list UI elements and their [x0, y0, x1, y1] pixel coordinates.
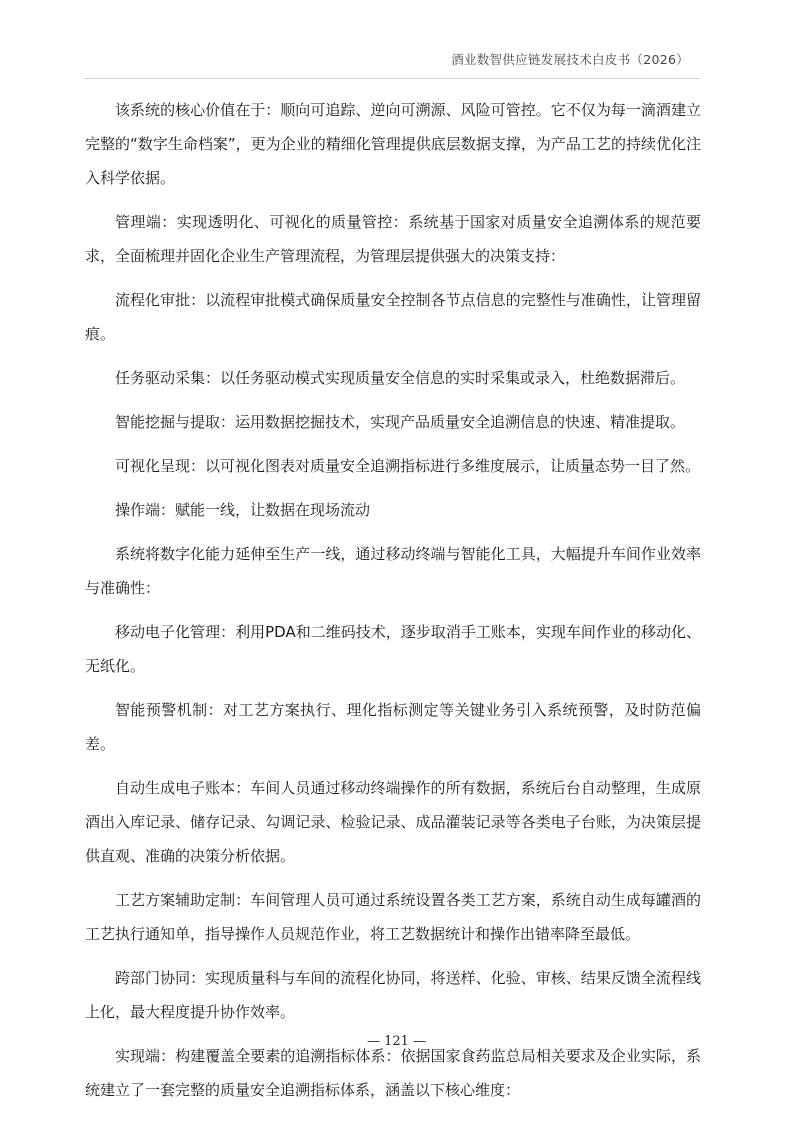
paragraph-electronic-ledger: 自动生成电子账本：车间人员通过移动终端操作的所有数据，系统后台自动整理，生成原酒出入库记录、储存记录、勾调记录、检验记录、成品灌装记录等各类电子台账，为决策层提供直观、准确的决策分析依据。	[85, 779, 701, 865]
paragraph-process-customization: 工艺方案辅助定制：车间管理人员可通过系统设置各类工艺方案，系统自动生成每罐酒的工艺执行通知单，指导操作人员规范作业，将工艺数据统计和操作出错率降至最低。	[85, 891, 701, 943]
paragraph-implementation-end: 实现端：构建覆盖全要素的追溯指标体系：依据国家食药监总局相关要求及企业实际，系统建立了一套完整的质量安全追溯指标体系，涵盖以下核心维度：	[85, 1047, 701, 1099]
paragraph-visualization: 可视化呈现：以可视化图表对质量安全追溯指标进行多维度展示，让质量态势一目了然。	[115, 457, 701, 475]
paragraph-early-warning: 智能预警机制：对工艺方案执行、理化指标测定等关键业务引入系统预警，及时防范偏差。	[85, 701, 701, 753]
paragraph-cross-department: 跨部门协同：实现质量科与车间的流程化协同，将送样、化验、审核、结果反馈全流程线上化，最大程度提升协作效率。	[85, 969, 701, 1021]
paragraph-data-mining: 智能挖掘与提取：运用数据挖掘技术，实现产品质量安全追溯信息的快速、精准提取。	[115, 413, 686, 431]
body-text	[85, 93, 701, 1117]
paragraph-frontline-extension: 系统将数字化能力延伸至生产一线，通过移动终端与智能化工具，大幅提升车间作业效率与准确性：	[85, 545, 701, 597]
running-header: 酒业数智供应链发展技术白皮书（2026）	[451, 52, 689, 67]
page-number: — 121 —	[366, 1034, 427, 1049]
header-divider	[83, 78, 701, 79]
paragraph-process-approval: 流程化审批：以流程审批模式确保质量安全控制各节点信息的完整性与准确性，让管理留痕。	[85, 291, 701, 343]
paragraph-core-value: 该系统的核心价值在于：顺向可追踪、逆向可溯源、风险可管控。它不仅为每一滴酒建立完整的“数字生命档案”，更为企业的精细化管理提供底层数据支撑，为产品工艺的持续优化注入科学依据。	[85, 101, 701, 187]
paragraph-mobile-management: 移动电子化管理：利用PDA和二维码技术，逐步取消手工账本，实现车间作业的移动化、无纸化。	[85, 623, 701, 675]
paragraph-management-end: 管理端：实现透明化、可视化的质量管控：系统基于国家对质量安全追溯体系的规范要求，全面梳理并固化企业生产管理流程，为管理层提供强大的决策支持：	[85, 213, 701, 265]
paragraph-operation-end: 操作端：赋能一线，让数据在现场流动	[115, 501, 371, 519]
paragraph-task-collection: 任务驱动采集：以任务驱动模式实现质量安全信息的实时采集或录入，杜绝数据滞后。	[115, 369, 686, 387]
